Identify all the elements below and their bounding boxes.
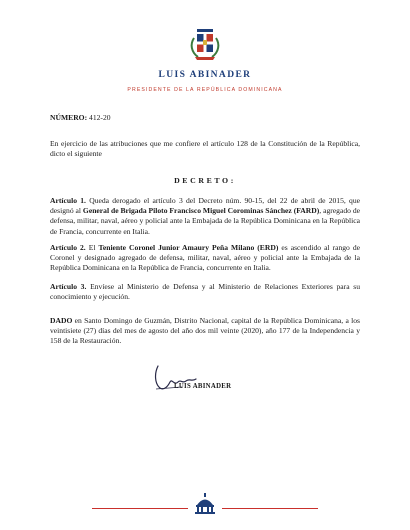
- preamble: En ejercicio de las atribuciones que me confiere el artículo 128 de la Constitución de la República, dicto el siguiente: [50, 139, 360, 159]
- decree-number: [50, 113, 111, 122]
- coat-of-arms-icon: [186, 24, 224, 64]
- article-2: [50, 243, 360, 274]
- dado-text: en Santo Domingo de Guzmán, Distrito Nacional, capital de la República Dominicana, a los veintisiete (27) días del mes de agosto del año dos mil veinte (2020), año 177 de la Independencia y 158 de la Restauración.: [50, 316, 360, 346]
- article-2-label: Artículo 2.: [50, 243, 86, 252]
- dado-label: DADO: [50, 316, 73, 325]
- dado-paragraph: [50, 316, 360, 347]
- palace-emblem-icon: [193, 493, 217, 515]
- article-3: [50, 282, 360, 302]
- footer-rule-right: [222, 508, 318, 509]
- article-1-label: Artículo 1.: [50, 196, 86, 205]
- article-2-text-1: El: [88, 243, 96, 252]
- article-1-text-1: Queda derogado el artículo 3 del Decreto núm. 90-15, del 22 de abril de 2015, que designó al: [50, 196, 361, 216]
- article-1: [50, 196, 360, 237]
- article-1-bold: General de Brigada Piloto Francisco Miguel Corominas Sánchez (FARD): [82, 206, 320, 216]
- decree-title: DECRETO:: [174, 176, 236, 185]
- header-subtitle: PRESIDENTE DE LA REPÚBLICA DOMINICANA: [127, 87, 283, 93]
- footer-rule-left: [92, 508, 188, 509]
- article-2-text-2: es ascendido al rango de Coronel y designado agregado de defensa, militar, naval, aéreo y policial ante la Embajada de la República Dominicana en la República de Francia, concurrente en Italia.: [50, 243, 361, 273]
- header-name: LUIS ABINADER: [158, 70, 252, 80]
- article-2-bold: Teniente Coronel Junior Amaury Peña Milano (ERD): [98, 243, 279, 252]
- article-3-text-1: Envíese al Ministerio de Defensa y al Ministerio de Relaciones Exteriores para su conocimiento y ejecución.: [50, 282, 361, 302]
- signature-name: LUIS ABINADER: [174, 383, 232, 390]
- decree-number-label: NÚMERO:: [50, 113, 88, 122]
- decree-number-value: 412-20: [89, 113, 111, 122]
- article-3-label: Artículo 3.: [50, 282, 87, 291]
- article-1-text-2: , agregado de defensa, militar, naval, aéreo y policial ante la Embajada de la República Dominicana en la República de Francia, concurrente en Italia.: [50, 206, 360, 236]
